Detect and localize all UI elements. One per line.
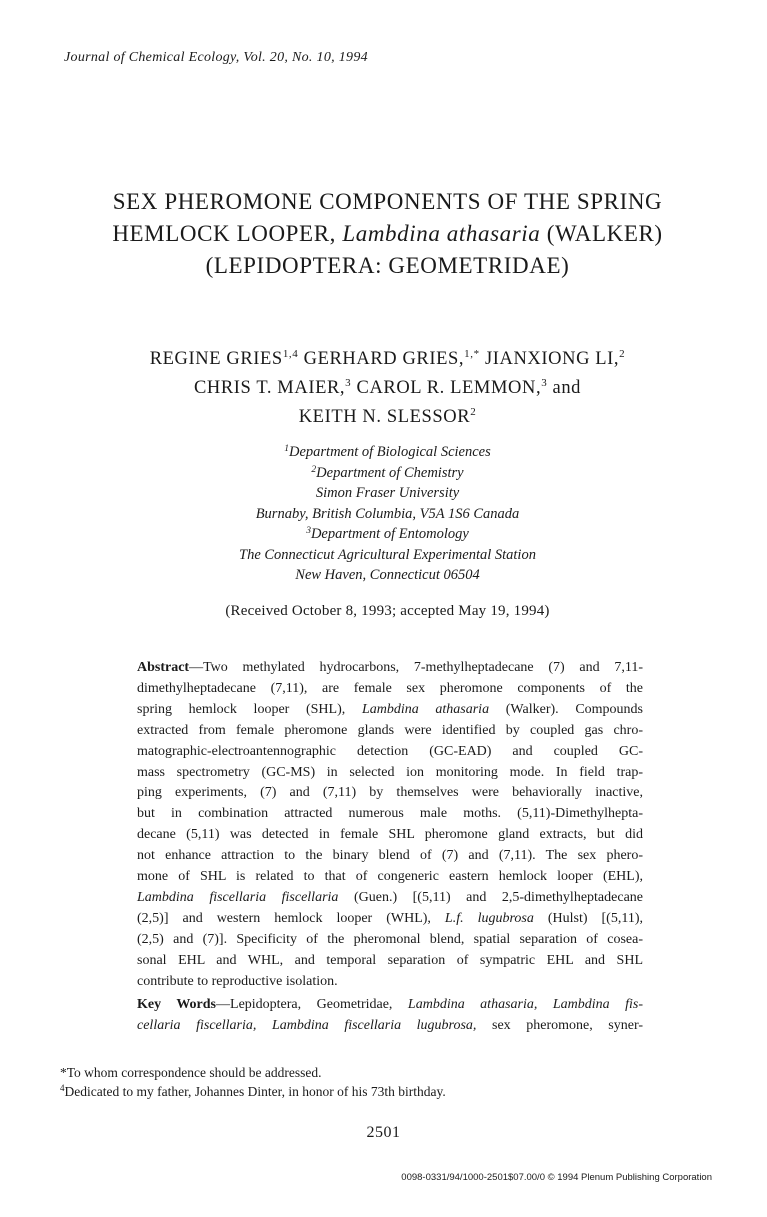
species-name: cellaria fiscellaria, (137, 1018, 257, 1033)
author-affiliation-mark: 2 (470, 406, 477, 418)
footnote-text: Dedicated to my father, Johannes Dinter, in honor of his 73th birthday. (64, 1083, 446, 1099)
author-conjunction: and (547, 378, 582, 398)
affiliation-text: Department of Chemistry (316, 464, 464, 481)
author-name: CHRIS T. MAIER, (193, 378, 346, 398)
title-species: Lambdina athasaria (342, 221, 541, 246)
abstract (137, 658, 643, 993)
received-dates: (Received October 8, 1993; accepted May 19, 1994) (225, 603, 550, 619)
abstract-line (137, 888, 643, 909)
keywords-line (137, 1015, 643, 1036)
author-affiliation-mark: 1,* (464, 348, 480, 360)
footnotes (60, 1064, 446, 1101)
abstract-line: contribute to reproductive isolation. (137, 973, 338, 989)
abstract-line: extracted from female pheromone glands were identified by coupled gas chro- (137, 722, 643, 738)
affiliations (100, 442, 675, 586)
species-name: Lambdina athasaria, (407, 997, 538, 1012)
title-line-1: SEX PHEROMONE COMPONENTS OF THE SPRING (112, 189, 663, 214)
author-line-2 (60, 374, 715, 403)
abstract-line: dimethylheptadecane (7,11), are female sex pheromone components of the (137, 680, 643, 696)
copyright-line: 0098-0331/94/1000-2501$07.00/0 © 1994 Plenum Publishing Corporation (401, 1172, 712, 1183)
abstract-line: mone of SHL is related to that of congeneric eastern hemlock looper (EHL), (137, 869, 643, 885)
article-title (60, 186, 715, 282)
author-name: GERHARD GRIES, (303, 349, 465, 369)
keywords (137, 994, 643, 1036)
affiliation-text: Department of Entomology (310, 526, 469, 542)
footnote-mark: 4 (60, 1082, 65, 1093)
footnote-mark: * (60, 1065, 67, 1080)
affiliation-2-line-2: Simon Fraser University (315, 485, 460, 501)
affiliation-3 (100, 524, 675, 545)
abstract-label: Abstract (137, 660, 190, 675)
abstract-text: (2,5)] and western hemlock looper (WHL), (137, 910, 431, 926)
author-name: REGINE GRIES (149, 349, 283, 369)
abstract-line: but in combination attracted numerous male moths. (5,11)-Dimethylhepta- (137, 806, 643, 822)
abstract-text: spring hemlock looper (SHL), (137, 701, 346, 717)
abstract-line (137, 700, 643, 721)
affiliation-2 (100, 463, 675, 484)
author-affiliation-mark: 3 (345, 377, 352, 389)
affiliation-mark: 1 (284, 444, 289, 454)
species-name: Lambdina fis- (552, 997, 644, 1012)
abstract-line: (2,5) and (7)]. Specificity of the pheromonal blend, spatial separation of cosea- (137, 931, 643, 947)
abstract-text: (Guen.) [(5,11) and 2,5-dimethylheptadecane (353, 889, 643, 905)
abstract-text: (Hulst) [(5,11), (547, 910, 643, 926)
abstract-line (137, 909, 643, 930)
abstract-line: matographic-electroantennographic detection (GC-EAD) and coupled GC- (137, 743, 643, 759)
keywords-text: —Lepidoptera, Geometridae, (216, 997, 393, 1012)
abstract-line: mass spectrometry (GC-MS) in selected ion monitoring mode. In field trap- (137, 764, 643, 780)
abstract-text: —Two methylated hydrocarbons, 7-methylheptadecane (7) and 7,11- (189, 660, 643, 675)
affiliation-mark: 2 (311, 464, 317, 475)
author-name: CAROL R. LEMMON, (356, 378, 542, 398)
abstract-line: sonal EHL and WHL, and temporal separation of sympatric EHL and SHL (137, 952, 643, 968)
title-line-3: (LEPIDOPTERA: GEOMETRIDAE) (205, 253, 570, 278)
abstract-line: ping experiments, (7) and (7,11) by themselves were behaviorally inactive, (137, 785, 643, 801)
author-name: KEITH N. SLESSOR (298, 407, 471, 427)
author-affiliation-mark: 1,4 (282, 348, 299, 360)
title-line-2 (60, 218, 715, 250)
author-affiliation-mark: 3 (541, 377, 548, 389)
title-text: HEMLOCK LOOPER, (112, 221, 336, 246)
keywords-label: Key Words (137, 997, 217, 1012)
affiliation-text: Department of Biological Sciences (289, 444, 491, 460)
title-text: (WALKER) (546, 221, 663, 246)
species-name: Lambdina fiscellaria fiscellaria (137, 889, 339, 905)
author-line-3 (60, 403, 715, 432)
affiliation-2-line-3: Burnaby, British Columbia, V5A 1S6 Canada (255, 505, 520, 522)
footnote-dedication (60, 1083, 446, 1102)
author-name: JIANXIONG LI, (484, 349, 620, 369)
species-name: Lambdina athasaria (361, 701, 490, 717)
abstract-line: not enhance attraction to the binary blend of (7) and (7,11). The sex phero- (137, 848, 643, 864)
author-affiliation-mark: 2 (619, 348, 626, 360)
species-name: Lambdina fiscellaria lugubrosa, (271, 1018, 477, 1033)
affiliation-mark: 3 (306, 526, 311, 536)
affiliation-1 (100, 442, 675, 463)
journal-header: Journal of Chemical Ecology, Vol. 20, No. 10, 1994 (64, 50, 368, 65)
keywords-text: sex pheromone, syner- (492, 1018, 644, 1033)
footnote-correspondence (60, 1064, 446, 1083)
affiliation-3-line-3: New Haven, Connecticut 06504 (295, 567, 480, 583)
author-list (60, 345, 715, 432)
abstract-text: (Walker). Compounds (505, 701, 643, 717)
affiliation-3-line-2: The Connecticut Agricultural Experimental Station (239, 546, 536, 563)
page-number: 2501 (366, 1124, 401, 1141)
abstract-line (137, 658, 643, 679)
keywords-line (137, 994, 643, 1015)
species-name: L.f. lugubrosa (444, 910, 534, 926)
author-line-1 (60, 345, 715, 374)
footnote-text: To whom correspondence should be addressed. (66, 1065, 322, 1080)
abstract-line: decane (5,11) was detected in female SHL pheromone gland extracts, but did (137, 827, 643, 843)
